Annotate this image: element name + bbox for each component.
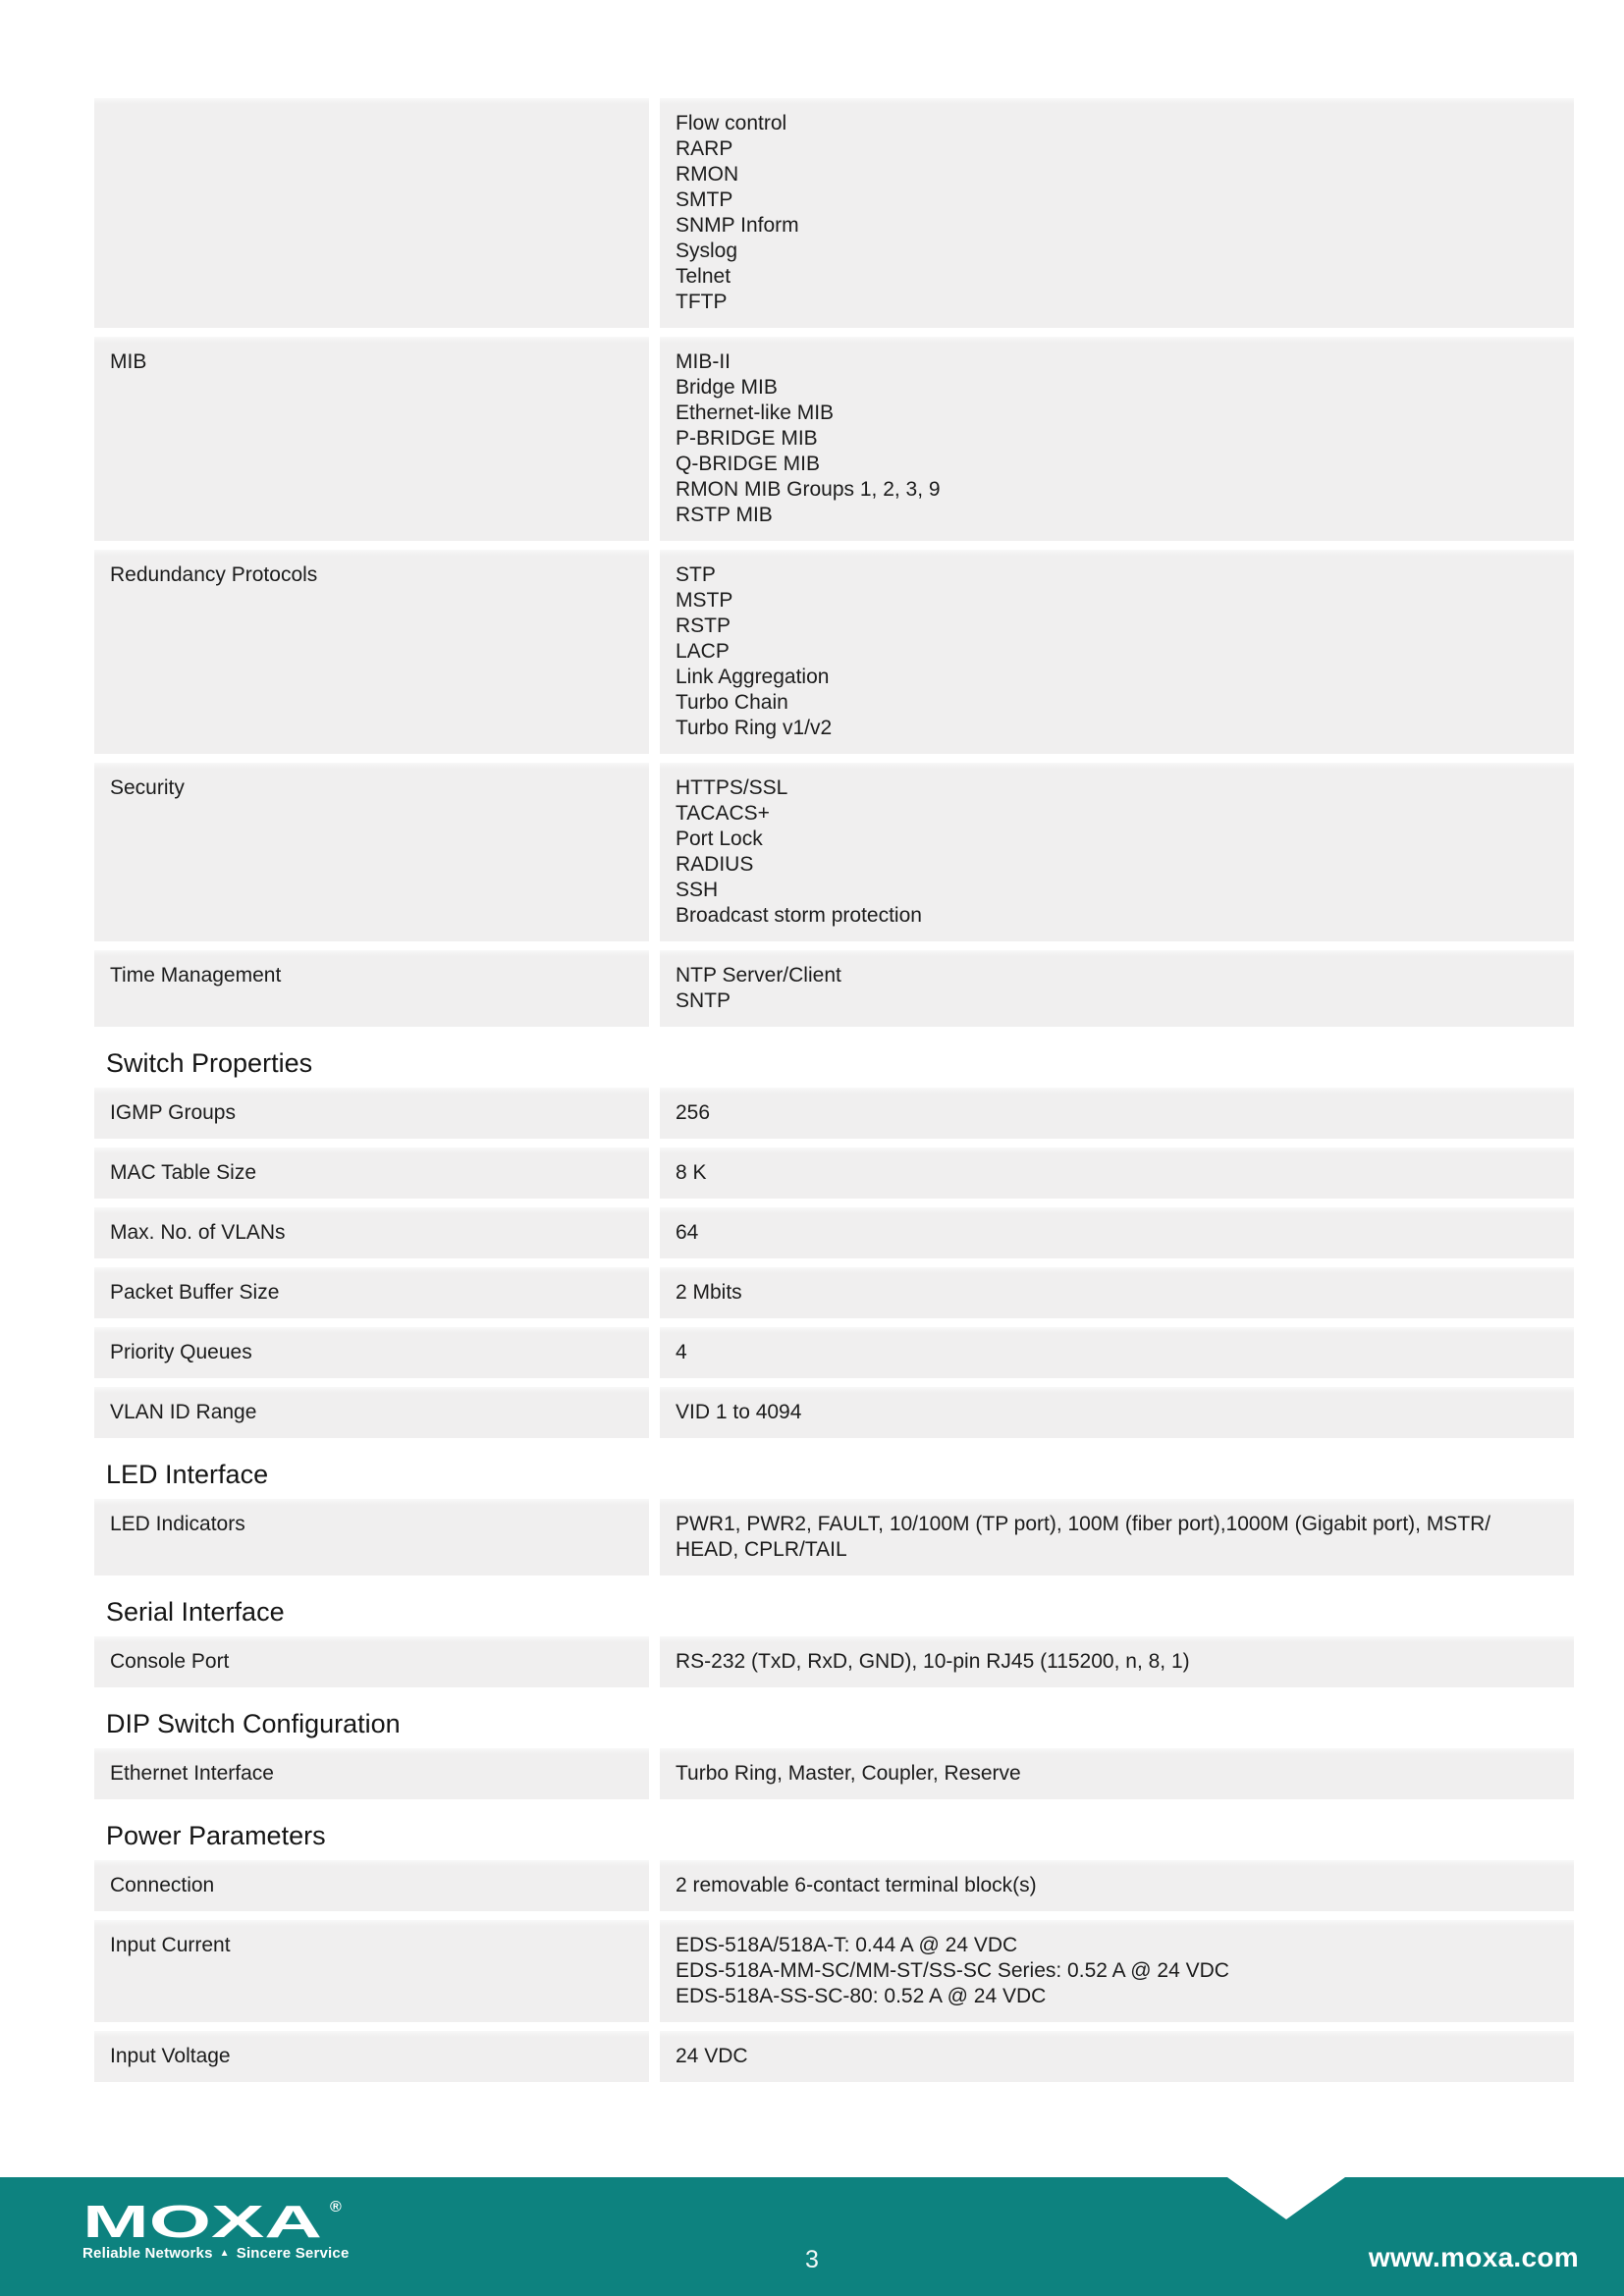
spec-value-line: VID 1 to 4094 — [676, 1401, 802, 1423]
spec-value-line: 2 removable 6-contact terminal block(s) — [676, 1874, 1037, 1896]
spec-value — [660, 1387, 1574, 1438]
spec-value — [660, 1636, 1574, 1687]
spec-row — [94, 763, 1574, 941]
spec-value — [660, 550, 1574, 754]
spec-row — [94, 1636, 1574, 1687]
spec-value — [660, 1499, 1574, 1575]
spec-value-line: RMON MIB Groups 1, 2, 3, 9 — [676, 478, 941, 501]
spec-row — [94, 337, 1574, 541]
spec-value-line: P-BRIDGE MIB — [676, 427, 818, 450]
spec-value-line: EDS-518A/518A-T: 0.44 A @ 24 VDC — [676, 1934, 1018, 1956]
footer-url: www.moxa.com — [1368, 2242, 1579, 2272]
spec-row — [94, 1860, 1574, 1911]
spec-table — [94, 98, 1574, 2091]
spec-row — [94, 98, 1574, 328]
spec-value-line: Link Aggregation — [676, 666, 830, 688]
spec-value-line: Bridge MIB — [676, 376, 778, 399]
svg-text:MOXA: MOXA — [82, 2205, 322, 2240]
spec-value-line: EDS-518A-SS-SC-80: 0.52 A @ 24 VDC — [676, 1985, 1047, 2007]
spec-row — [94, 2031, 1574, 2082]
spec-value-line: 64 — [676, 1221, 699, 1244]
registered-mark-icon: ® — [330, 2199, 342, 2216]
spec-value — [660, 1207, 1574, 1258]
spec-value-line: Turbo Chain — [676, 691, 788, 714]
spec-value-line: PWR1, PWR2, FAULT, 10/100M (TP port), 100M (fiber port),1000M (Gigabit port), MSTR/ — [676, 1513, 1491, 1535]
spec-value-line: SNTP — [676, 989, 731, 1012]
spec-label: VLAN ID Range — [94, 1387, 649, 1438]
spec-label: Ethernet Interface — [94, 1748, 649, 1799]
spec-value — [660, 1148, 1574, 1199]
spec-label: Connection — [94, 1860, 649, 1911]
spec-label — [94, 98, 649, 328]
tagline-right: Sincere Service — [236, 2245, 350, 2262]
spec-value-line: Turbo Ring v1/v2 — [676, 717, 833, 739]
spec-label: Time Management — [94, 950, 649, 1027]
spec-value-line: Q-BRIDGE MIB — [676, 453, 821, 475]
spec-value-line: RARP — [676, 137, 733, 160]
spec-row — [94, 950, 1574, 1027]
spec-label: Redundancy Protocols — [94, 550, 649, 754]
spec-label: Priority Queues — [94, 1327, 649, 1378]
spec-label: Security — [94, 763, 649, 941]
spec-row — [94, 1920, 1574, 2022]
spec-value-line: NTP Server/Client — [676, 964, 841, 987]
spec-label: IGMP Groups — [94, 1088, 649, 1139]
spec-value-line: SMTP — [676, 188, 733, 211]
section-heading: Power Parameters — [106, 1821, 326, 1850]
spec-value-line: EDS-518A-MM-SC/MM-ST/SS-SC Series: 0.52 A @ 24 VDC — [676, 1959, 1229, 1982]
spec-value-line: RS-232 (TxD, RxD, GND), 10-pin RJ45 (115200, n, 8, 1) — [676, 1650, 1190, 1673]
spec-label: Input Voltage — [94, 2031, 649, 2082]
spec-value-line: STP — [676, 563, 716, 586]
spec-value-line: RSTP MIB — [676, 504, 773, 526]
spec-value — [660, 1088, 1574, 1139]
spec-value — [660, 1920, 1574, 2022]
section-heading: DIP Switch Configuration — [106, 1709, 401, 1738]
spec-label: MIB — [94, 337, 649, 541]
spec-row — [94, 1387, 1574, 1438]
section-heading: Switch Properties — [106, 1048, 313, 1078]
spec-row — [94, 1088, 1574, 1139]
spec-label: MAC Table Size — [94, 1148, 649, 1199]
spec-value — [660, 98, 1574, 328]
spec-row — [94, 1327, 1574, 1378]
spec-value — [660, 2031, 1574, 2082]
ribbon-notch-icon — [1227, 2177, 1345, 2219]
spec-value — [660, 1860, 1574, 1911]
spec-value-line: Flow control — [676, 112, 787, 134]
spec-value — [660, 337, 1574, 541]
spec-value-line: RSTP — [676, 614, 731, 637]
section-heading: Serial Interface — [106, 1597, 285, 1627]
page-number: 3 — [805, 2246, 819, 2273]
spec-value-line: Port Lock — [676, 828, 763, 850]
spec-row — [94, 1148, 1574, 1199]
spec-value-line: Syslog — [676, 240, 738, 262]
spec-value-line: RADIUS — [676, 853, 754, 876]
spec-value-line: 8 K — [676, 1161, 707, 1184]
spec-value-line: TACACS+ — [676, 802, 770, 825]
spec-row — [94, 1207, 1574, 1258]
spec-value — [660, 763, 1574, 941]
spec-value-line: Turbo Ring, Master, Coupler, Reserve — [676, 1762, 1021, 1785]
footer-bar — [0, 2177, 1624, 2296]
spec-label: Max. No. of VLANs — [94, 1207, 649, 1258]
spec-value-line: 4 — [676, 1341, 687, 1363]
spec-value-line: SSH — [676, 879, 719, 901]
spec-value — [660, 1327, 1574, 1378]
spec-label: LED Indicators — [94, 1499, 649, 1575]
spec-row — [94, 1267, 1574, 1318]
spec-label: Input Current — [94, 1920, 649, 2022]
spec-value-line: 2 Mbits — [676, 1281, 742, 1304]
spec-value-line: RMON — [676, 163, 739, 186]
spec-value — [660, 950, 1574, 1027]
spec-value-line: MIB-II — [676, 350, 731, 373]
spec-value-line: Ethernet-like MIB — [676, 401, 835, 424]
spec-value-line: TFTP — [676, 291, 728, 313]
spec-value-line: 256 — [676, 1101, 711, 1124]
spec-row — [94, 550, 1574, 754]
tagline-triangle-icon: ▲ — [219, 2247, 230, 2259]
section-heading: LED Interface — [106, 1460, 269, 1489]
spec-value-line: SNMP Inform — [676, 214, 799, 237]
tagline-left: Reliable Networks — [82, 2245, 213, 2262]
spec-value-line: LACP — [676, 640, 730, 663]
moxa-wordmark — [82, 2205, 338, 2240]
spec-value-line: Telnet — [676, 265, 731, 288]
spec-value — [660, 1748, 1574, 1799]
spec-value-line: HTTPS/SSL — [676, 776, 788, 799]
spec-value-line: HEAD, CPLR/TAIL — [676, 1538, 847, 1561]
spec-value-line: Broadcast storm protection — [676, 904, 922, 927]
spec-value-line: 24 VDC — [676, 2045, 748, 2067]
spec-value — [660, 1267, 1574, 1318]
spec-row — [94, 1748, 1574, 1799]
spec-value-line: MSTP — [676, 589, 733, 612]
spec-row — [94, 1499, 1574, 1575]
spec-label: Packet Buffer Size — [94, 1267, 649, 1318]
spec-label: Console Port — [94, 1636, 649, 1687]
